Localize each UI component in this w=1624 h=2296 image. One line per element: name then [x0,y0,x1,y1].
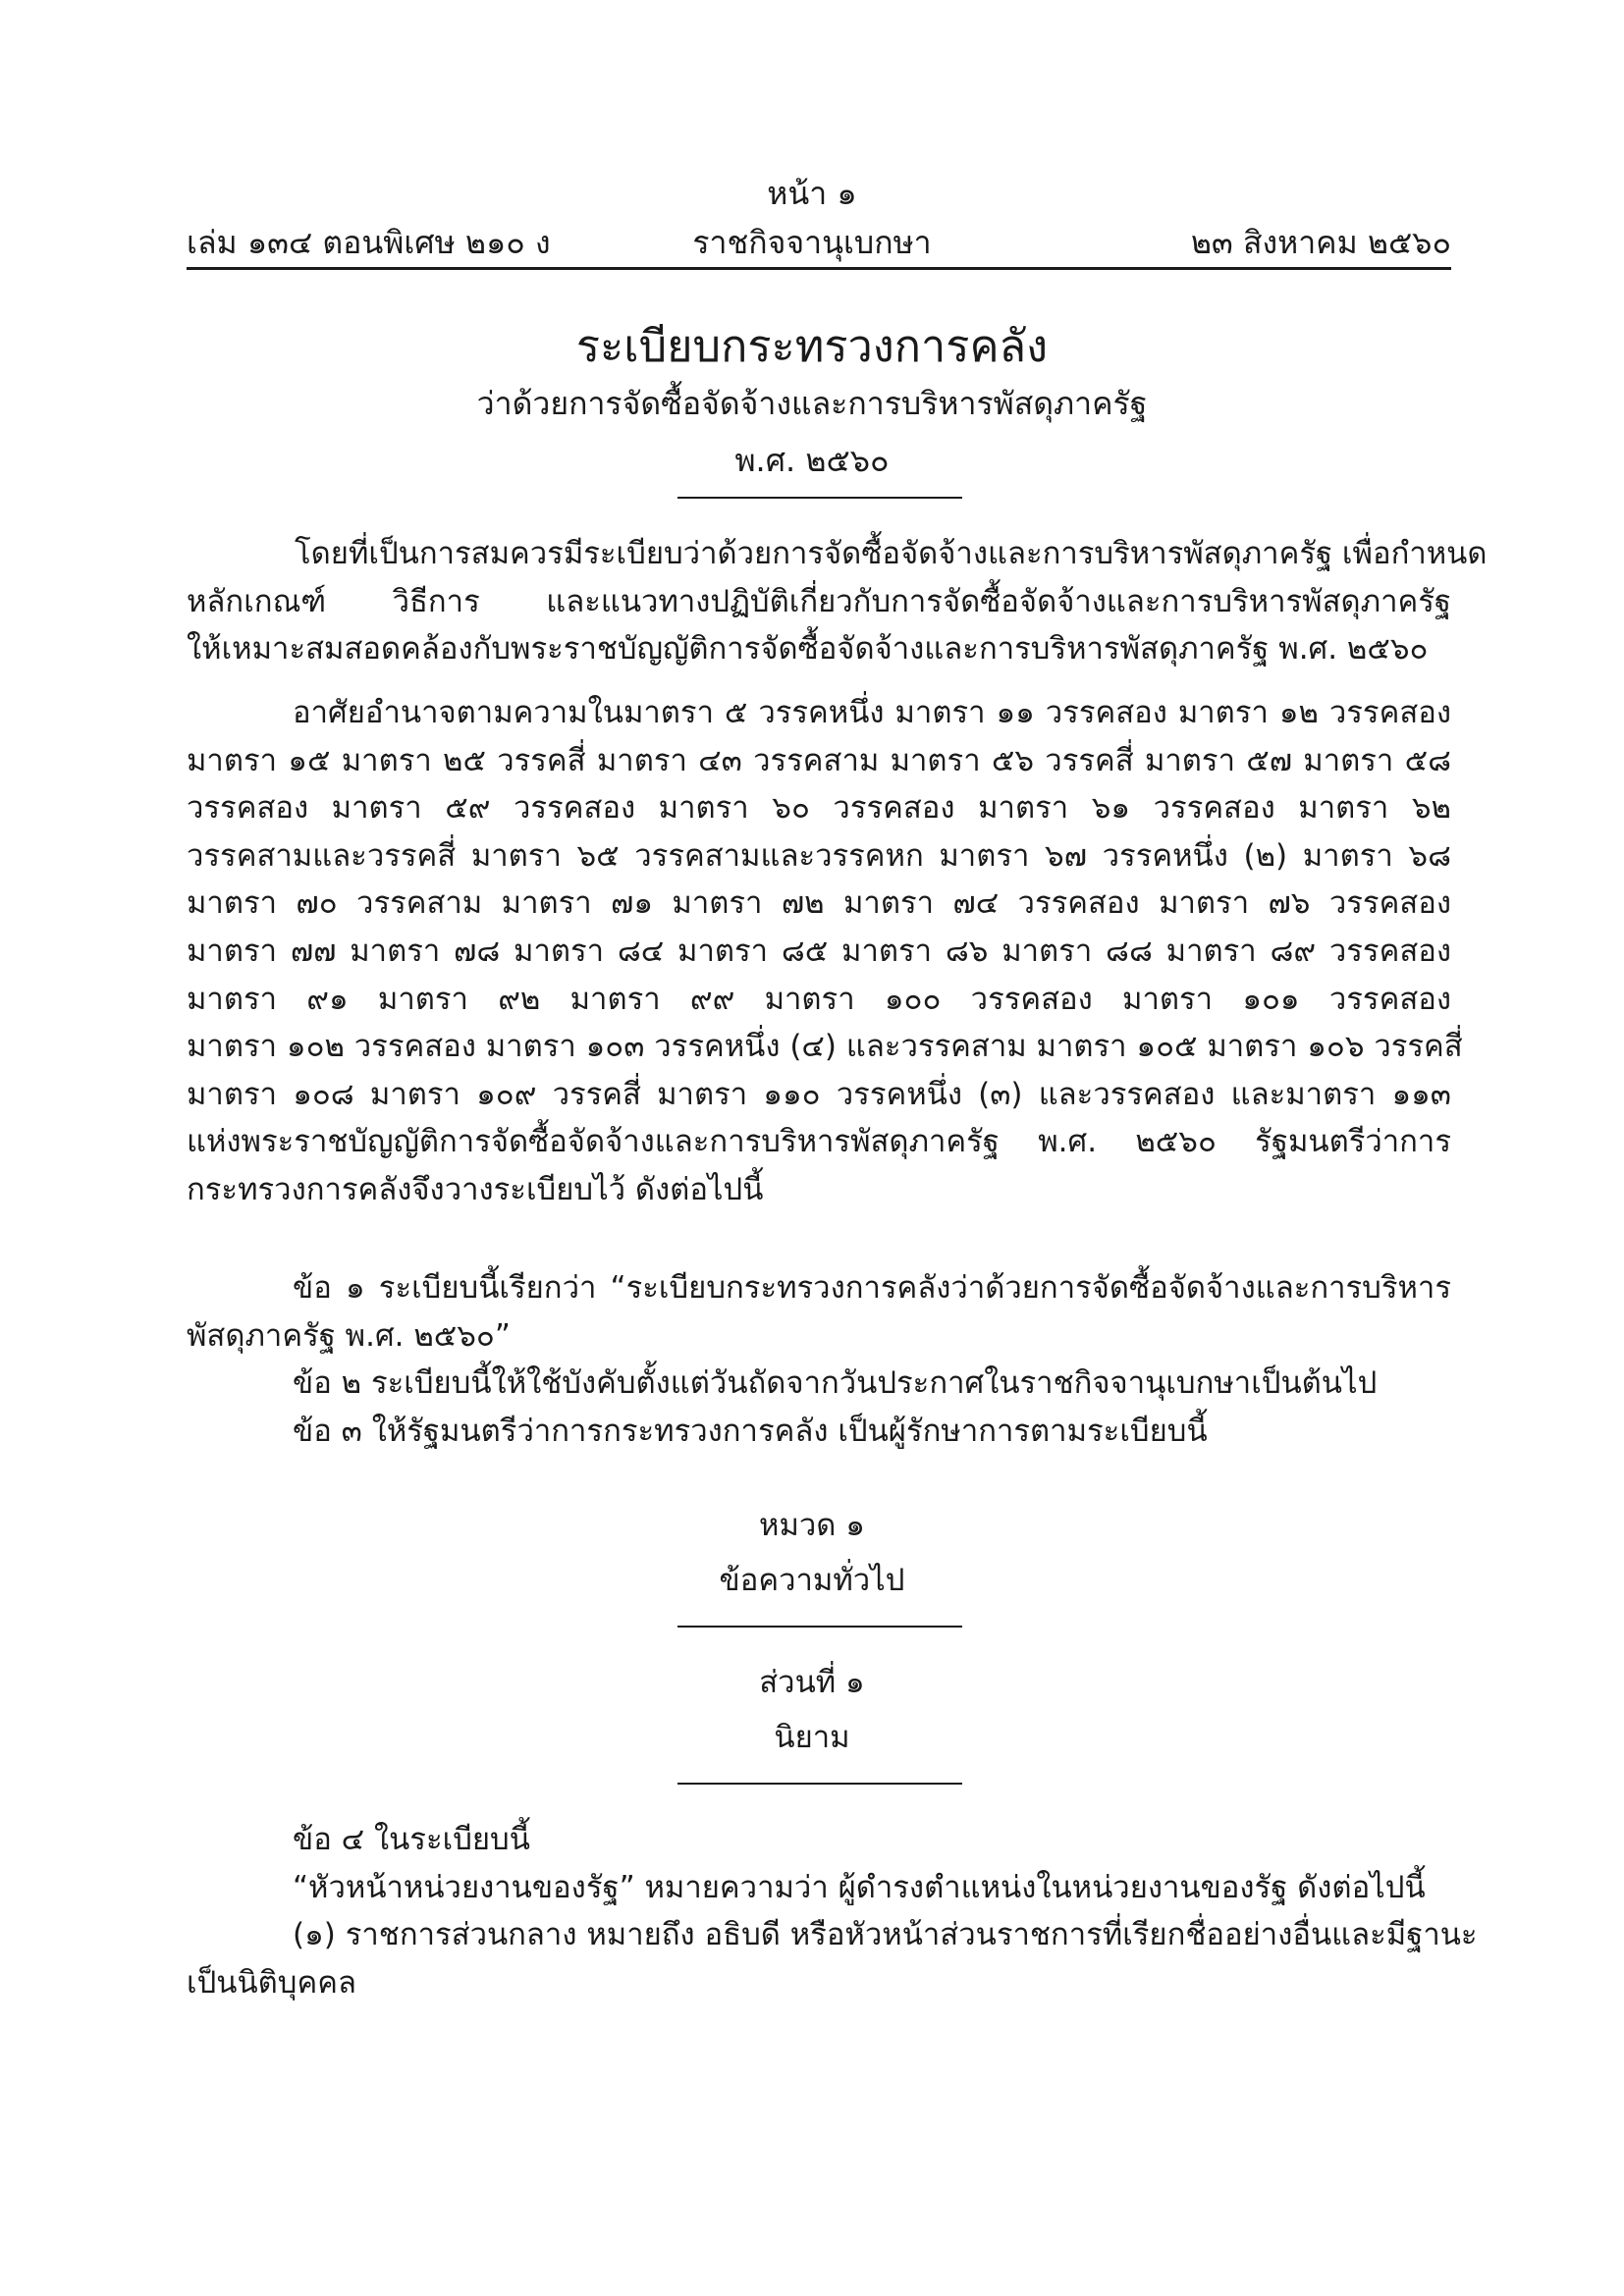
clause-4-block [187,1816,1478,2006]
clause-2: ข้อ ๒ ระเบียบนี้ให้ใช้บังคับตั้งแต่วันถัดจากวันประกาศในราชกิจจานุเบกษาเป็นต้นไป [293,1365,1378,1402]
authority-line: มาตรา ๑๐๘ มาตรา ๑๐๙ วรรคสี่ มาตรา ๑๑๐ วรรคหนึ่ง (๓) และวรรคสอง และมาตรา ๑๑๓ [187,1076,1451,1112]
authority-line: แห่งพระราชบัญญัติการจัดซื้อจัดจ้างและการบริหารพัสดุภาครัฐ พ.ศ. ๒๕๖๐ รัฐมนตรีว่าการ [187,1124,1451,1160]
header-rule [187,267,1451,270]
authority-line: วรรคสอง มาตรา ๕๙ วรรคสอง มาตรา ๖๐ วรรคสอง มาตรา ๖๑ วรรคสอง มาตรา ๖๒ [187,790,1451,827]
clause-3: ข้อ ๓ ให้รัฐมนตรีว่าการกระทรวงการคลัง เป็นผู้รักษาการตามระเบียบนี้ [293,1413,1208,1449]
definition-item-1-line: (๑) ราชการส่วนกลาง หมายถึง อธิบดี หรือหัวหน้าส่วนราชการที่เรียกชื่ออย่างอื่นและมีฐานะ [293,1917,1478,1953]
authority-line: มาตรา ๑๕ มาตรา ๒๕ วรรคสี่ มาตรา ๔๓ วรรคสาม มาตรา ๕๖ วรรคสี่ มาตรา ๕๗ มาตรา ๕๘ [187,742,1451,778]
part-title: นิยาม [774,1720,850,1755]
clause-1-line: ข้อ ๑ ระเบียบนี้เรียกว่า “ระเบียบกระทรวงการคลังว่าด้วยการจัดซื้อจัดจ้างและการบริหาร [293,1270,1451,1306]
authority-line: กระทรวงการคลังจึงวางระเบียบไว้ ดังต่อไปนี้ [187,1171,764,1207]
authority-line: มาตรา ๑๐๒ วรรคสอง มาตรา ๑๐๓ วรรคหนึ่ง (๔) และวรรคสาม มาตรา ๑๐๕ มาตรา ๑๐๖ วรรคสี่ [187,1029,1463,1065]
chapter-number: หมวด ๑ [759,1508,865,1543]
definition-item-1-line: เป็นนิติบุคคล [187,1964,356,2001]
authority-line: มาตรา ๗๐ วรรคสาม มาตรา ๗๑ มาตรา ๗๒ มาตรา ๗๔ วรรคสอง มาตรา ๗๖ วรรคสอง [187,885,1451,922]
authority-paragraph [187,689,1463,1214]
clause-1-line: พัสดุภาครัฐ พ.ศ. ๒๕๖๐” [187,1317,511,1354]
volume-info: เล่ม ๑๓๔ ตอนพิเศษ ๒๑๐ ง [187,224,551,261]
preamble-line: ให้เหมาะสมสอดคล้องกับพระราชบัญญัติการจัดซื้อจัดจ้างและการบริหารพัสดุภาครัฐ พ.ศ. ๒๕๖๐ [187,631,1429,667]
chapter-title: ข้อความทั่วไป [719,1563,905,1598]
publication-date: ๒๓ สิงหาคม ๒๕๖๐ [1190,224,1451,261]
preamble [187,530,1488,673]
authority-line: อาศัยอำนาจตามความในมาตรา ๕ วรรคหนึ่ง มาตรา ๑๑ วรรคสอง มาตรา ๑๒ วรรคสอง [293,695,1451,730]
preamble-line: โดยที่เป็นการสมควรมีระเบียบว่าด้วยการจัดซื้อจัดจ้างและการบริหารพัสดุภาครัฐ เพื่อกำหนด [295,536,1488,571]
regulation-subtitle: ว่าด้วยการจัดซื้อจัดจ้างและการบริหารพัสดุภาครัฐ [476,385,1148,422]
preamble-line: หลักเกณฑ์ วิธีการ และแนวทางปฏิบัติเกี่ยวกับการจัดซื้อจัดจ้างและการบริหารพัสดุภาครัฐ [187,583,1451,619]
page-number: หน้า ๑ [767,175,857,212]
part-number: ส่วนที่ ๑ [759,1665,865,1700]
chapter-rule [677,1626,962,1628]
title-rule [677,497,962,499]
part-rule [677,1783,962,1785]
regulation-title: ระเบียบกระทรวงการคลัง [575,320,1049,372]
authority-line: มาตรา ๗๗ มาตรา ๗๘ มาตรา ๘๔ มาตรา ๘๕ มาตรา ๘๖ มาตรา ๘๘ มาตรา ๘๙ วรรคสอง [187,933,1451,969]
definition-head: “หัวหน้าหน่วยงานของรัฐ” หมายความว่า ผู้ดำรงตำแหน่งในหน่วยงานของรัฐ ดังต่อไปนี้ [293,1869,1426,1905]
clauses-1-3 [187,1264,1451,1455]
authority-line: มาตรา ๙๑ มาตรา ๙๒ มาตรา ๙๙ มาตรา ๑๐๐ วรรคสอง มาตรา ๑๐๑ วรรคสอง [187,981,1451,1017]
clause-4: ข้อ ๔ ในระเบียบนี้ [293,1822,530,1857]
authority-line: วรรคสามและวรรคสี่ มาตรา ๖๕ วรรคสามและวรรคหก มาตรา ๖๗ วรรคหนึ่ง (๒) มาตรา ๖๘ [187,837,1451,874]
regulation-year: พ.ศ. ๒๕๖๐ [734,442,890,479]
gazette-name: ราชกิจจานุเบกษา [692,224,932,261]
